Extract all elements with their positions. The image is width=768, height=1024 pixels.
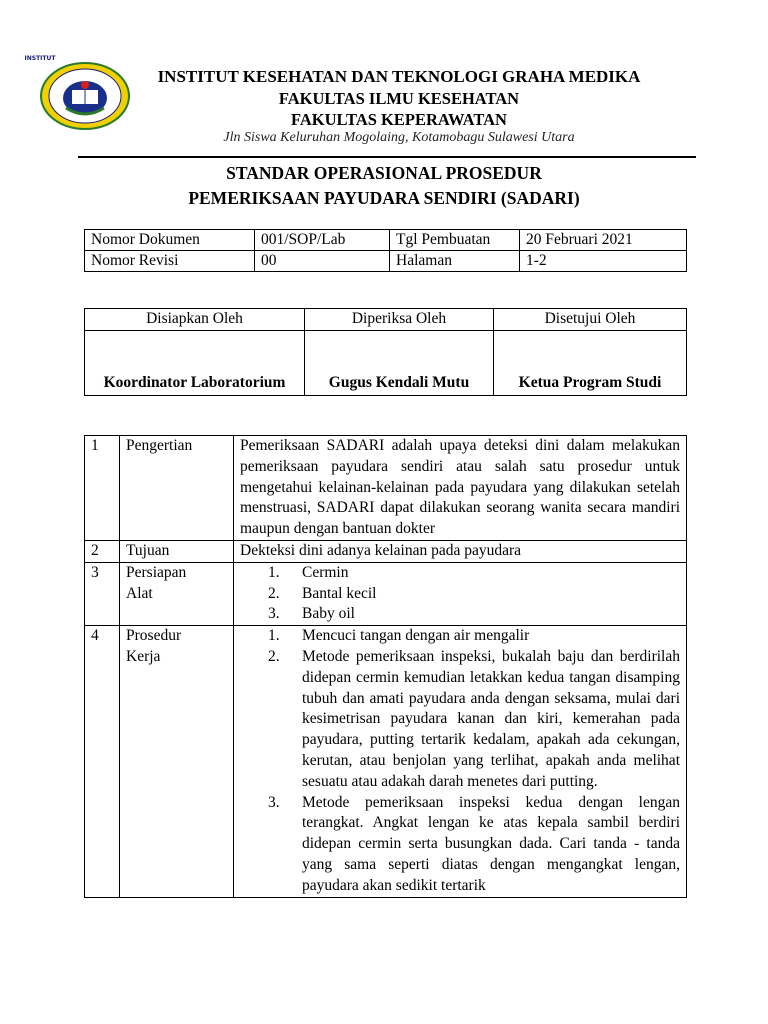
section-row-equipment bbox=[85, 562, 687, 625]
page-value: 1-2 bbox=[520, 251, 687, 272]
approval-table bbox=[84, 308, 687, 396]
list-item-number: 1. bbox=[268, 627, 280, 645]
section-list-cell bbox=[234, 626, 687, 897]
prepared-by-label: Disiapkan Oleh bbox=[85, 309, 305, 331]
section-list-cell bbox=[234, 562, 687, 625]
list-item bbox=[240, 647, 680, 793]
list-item bbox=[240, 584, 680, 605]
section-label bbox=[120, 626, 234, 897]
doc-number-value: 001/SOP/Lab bbox=[255, 230, 390, 251]
approved-by-value: Ketua Program Studi bbox=[494, 331, 687, 396]
checked-by-value: Gugus Kendali Mutu bbox=[305, 331, 494, 396]
section-label: Pengertian bbox=[120, 436, 234, 541]
section-row-purpose bbox=[85, 540, 687, 562]
page-label: Halaman bbox=[390, 251, 520, 272]
list-item bbox=[240, 793, 680, 897]
list-item-number: 2. bbox=[268, 647, 280, 665]
institute-name: INSTITUT KESEHATAN DAN TEKNOLOGI GRAHA MEDIKA bbox=[157, 67, 641, 86]
document-subtitle: PEMERIKSAAN PAYUDARA SENDIRI (SADARI) bbox=[188, 188, 580, 208]
revision-value: 00 bbox=[255, 251, 390, 272]
list-item bbox=[240, 563, 680, 584]
section-number: 1 bbox=[85, 436, 120, 541]
approval-header-row bbox=[85, 309, 687, 331]
procedure-steps-list bbox=[240, 626, 680, 896]
document-title: STANDAR OPERASIONAL PROSEDUR bbox=[226, 163, 542, 183]
revision-label: Nomor Revisi bbox=[85, 251, 255, 272]
section-number: 4 bbox=[85, 626, 120, 897]
list-item-text: Mencuci tangan dengan air mengalir bbox=[302, 627, 530, 645]
list-item-text: Baby oil bbox=[302, 605, 355, 623]
institute-address: Jln Siswa Keluruhan Mogolaing, Kotamobagu Sulawesi Utara bbox=[223, 130, 575, 145]
created-date-value: 20 Februari 2021 bbox=[520, 230, 687, 251]
section-row-procedure bbox=[85, 626, 687, 897]
section-row-definition bbox=[85, 436, 687, 541]
document-info-table bbox=[84, 229, 687, 272]
section-label-line: Persiapan bbox=[126, 563, 187, 581]
approved-by-label: Disetujui Oleh bbox=[494, 309, 687, 331]
list-item-text: Metode pemeriksaan inspeksi kedua dengan lengan terangkat. Angkat lengan ke atas kepala sambil berdiri didepan cermin serta busungkan dada. Cari tanda - tanda yang sama seperti diatas dengan mengangkat lengan, payudara akan sedikit tertarik bbox=[302, 793, 680, 894]
list-item bbox=[240, 626, 680, 647]
section-text: Dekteksi dini adanya kelainan pada payudara bbox=[234, 540, 687, 562]
section-label-line: Kerja bbox=[126, 647, 161, 665]
list-item-text: Metode pemeriksaan inspeksi, bukalah baju dan berdirilah didepan cermin kemudian letakkan kedua tangan disamping tubuh dan amati payudara anda dengan seksama, mulai dari kesimetrisan payudara kanan dan kiri, kemerahan pada payudara, putting tertarik kedalam, apakah ada cekungan, kerutan, atau benjolan yang terlihat, apakah anda melihat sesuatu atau adakah darah menetes dari putting. bbox=[302, 647, 680, 790]
section-number: 3 bbox=[85, 562, 120, 625]
doc-info-row bbox=[85, 251, 687, 272]
header-divider bbox=[78, 156, 696, 158]
list-item-text: Cermin bbox=[302, 563, 349, 581]
section-label: Tujuan bbox=[120, 540, 234, 562]
logo-text: INSTITUT bbox=[24, 55, 56, 62]
created-date-label: Tgl Pembuatan bbox=[390, 230, 520, 251]
list-item-number: 2. bbox=[268, 584, 280, 602]
faculty-nursing-name: FAKULTAS KEPERAWATAN bbox=[291, 110, 507, 129]
procedure-table bbox=[84, 435, 687, 898]
doc-info-row bbox=[85, 230, 687, 251]
section-text: Pemeriksaan SADARI adalah upaya deteksi dini dalam melakukan pemeriksaan payudara sendiri atau salah satu prosedur untuk mengetahui kelainan-kelainan pada payudara yang dilakukan setelah menstruasi, SADARI dapat dilakukan seorang wanita secara mandiri maupun dengan bantuan dokter bbox=[234, 436, 687, 541]
doc-number-label: Nomor Dokumen bbox=[85, 230, 255, 251]
prepared-by-value: Koordinator Laboratorium bbox=[85, 331, 305, 396]
section-label-line: Prosedur bbox=[126, 627, 182, 645]
section-label-line: Alat bbox=[126, 584, 153, 602]
faculty-health-name: FAKULTAS ILMU KESEHATAN bbox=[278, 89, 520, 108]
list-item bbox=[240, 604, 680, 625]
section-label bbox=[120, 562, 234, 625]
section-number: 2 bbox=[85, 540, 120, 562]
list-item-number: 3. bbox=[268, 605, 280, 623]
list-item-number: 3. bbox=[268, 793, 280, 811]
checked-by-label: Diperiksa Oleh bbox=[305, 309, 494, 331]
equipment-list bbox=[240, 563, 680, 625]
approval-signature-row bbox=[85, 331, 687, 396]
list-item-text: Bantal kecil bbox=[302, 584, 377, 602]
list-item-number: 1. bbox=[268, 563, 280, 581]
